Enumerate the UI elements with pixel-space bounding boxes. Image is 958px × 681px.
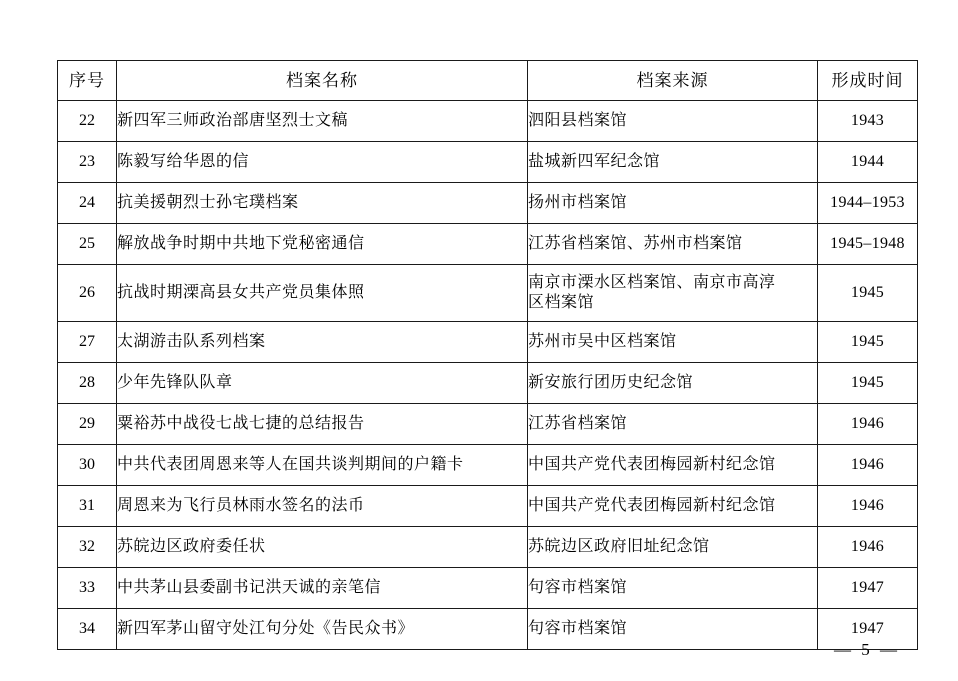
cell-name: 陈毅写给华恩的信 — [117, 142, 528, 183]
cell-name: 粟裕苏中战役七战七捷的总结报告 — [117, 404, 528, 445]
cell-time: 1945 — [818, 265, 918, 322]
cell-seq: 22 — [58, 101, 117, 142]
cell-time: 1944 — [818, 142, 918, 183]
cell-seq: 32 — [58, 527, 117, 568]
cell-source: 新安旅行团历史纪念馆 — [528, 363, 818, 404]
table-row — [58, 142, 918, 183]
cell-time: 1946 — [818, 445, 918, 486]
cell-time: 1947 — [818, 609, 918, 650]
table-row — [58, 183, 918, 224]
cell-source: 中国共产党代表团梅园新村纪念馆 — [528, 486, 818, 527]
column-header-name: 档案名称 — [117, 61, 528, 101]
cell-seq: 27 — [58, 322, 117, 363]
cell-time: 1944–1953 — [818, 183, 918, 224]
cell-name: 太湖游击队系列档案 — [117, 322, 528, 363]
cell-source: 江苏省档案馆 — [528, 404, 818, 445]
cell-time: 1945 — [818, 363, 918, 404]
cell-name: 中共茅山县委副书记洪天诚的亲笔信 — [117, 568, 528, 609]
column-header-time: 形成时间 — [818, 61, 918, 101]
cell-source: 句容市档案馆 — [528, 609, 818, 650]
cell-name: 周恩来为飞行员林雨水签名的法币 — [117, 486, 528, 527]
cell-seq: 25 — [58, 224, 117, 265]
cell-time: 1946 — [818, 404, 918, 445]
table-row — [58, 404, 918, 445]
cell-name: 抗战时期溧高县女共产党员集体照 — [117, 265, 528, 322]
cell-time: 1943 — [818, 101, 918, 142]
archive-table — [57, 60, 918, 650]
cell-name: 新四军茅山留守处江句分处《告民众书》 — [117, 609, 528, 650]
archive-table-container — [57, 60, 917, 650]
cell-time: 1947 — [818, 568, 918, 609]
cell-seq: 24 — [58, 183, 117, 224]
cell-seq: 34 — [58, 609, 117, 650]
cell-source: 泗阳县档案馆 — [528, 101, 818, 142]
cell-source: 扬州市档案馆 — [528, 183, 818, 224]
cell-source: 句容市档案馆 — [528, 568, 818, 609]
cell-time: 1946 — [818, 486, 918, 527]
table-row — [58, 363, 918, 404]
cell-seq: 33 — [58, 568, 117, 609]
cell-time: 1946 — [818, 527, 918, 568]
cell-source: 苏州市吴中区档案馆 — [528, 322, 818, 363]
cell-seq: 29 — [58, 404, 117, 445]
table-row — [58, 486, 918, 527]
cell-seq: 28 — [58, 363, 117, 404]
cell-name: 中共代表团周恩来等人在国共谈判期间的户籍卡 — [117, 445, 528, 486]
table-row — [58, 322, 918, 363]
cell-source: 江苏省档案馆、苏州市档案馆 — [528, 224, 818, 265]
cell-name: 苏皖边区政府委任状 — [117, 527, 528, 568]
cell-name: 解放战争时期中共地下党秘密通信 — [117, 224, 528, 265]
cell-time: 1945 — [818, 322, 918, 363]
cell-name: 少年先锋队队章 — [117, 363, 528, 404]
cell-source-line-2: 区档案馆 — [528, 294, 595, 311]
cell-name: 新四军三师政治部唐坚烈士文稿 — [117, 101, 528, 142]
table-row — [58, 101, 918, 142]
cell-source: 中国共产党代表团梅园新村纪念馆 — [528, 445, 818, 486]
cell-name: 抗美援朝烈士孙宅璞档案 — [117, 183, 528, 224]
table-row — [58, 224, 918, 265]
table-row — [58, 568, 918, 609]
table-header-row — [58, 61, 918, 101]
column-header-source: 档案来源 — [528, 61, 818, 101]
cell-source-line-1: 南京市溧水区档案馆、南京市高淳 — [528, 274, 776, 291]
cell-seq: 31 — [58, 486, 117, 527]
cell-source: 苏皖边区政府旧址纪念馆 — [528, 527, 818, 568]
cell-seq: 26 — [58, 265, 117, 322]
column-header-seq: 序号 — [58, 61, 117, 101]
cell-source: 盐城新四军纪念馆 — [528, 142, 818, 183]
table-row — [58, 445, 918, 486]
cell-seq: 30 — [58, 445, 117, 486]
cell-time: 1945–1948 — [818, 224, 918, 265]
cell-source — [528, 265, 818, 322]
cell-seq: 23 — [58, 142, 117, 183]
table-row — [58, 265, 918, 322]
page-number: — 5 — — [834, 640, 900, 659]
table-row — [58, 527, 918, 568]
